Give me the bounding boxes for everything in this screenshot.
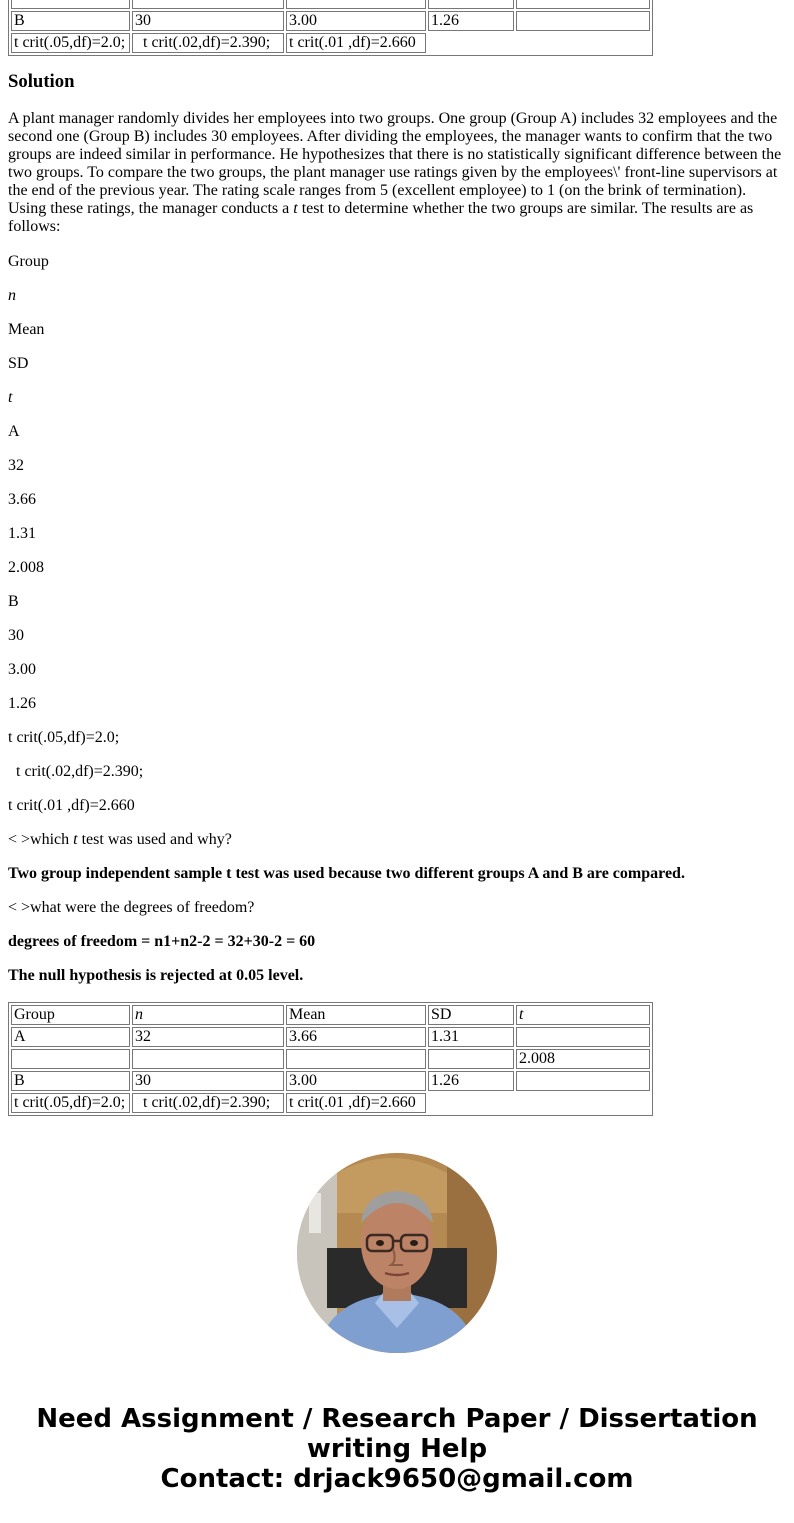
table-row — [11, 1027, 650, 1047]
list-line-mean: Mean — [8, 321, 45, 338]
question-1-text: < >which — [8, 831, 74, 848]
list-line-a-mean: 3.66 — [8, 491, 36, 508]
table-row — [11, 11, 650, 31]
table-cell: 3.00 — [286, 1071, 426, 1091]
table-cell: A — [11, 1027, 130, 1047]
solution-heading: Solution — [8, 71, 75, 92]
intro-text-end: test to determine whether the two groups are similar. The results are as follows: — [8, 200, 754, 235]
table-cell — [516, 1071, 650, 1091]
table-cell — [516, 11, 650, 31]
question-1-t-symbol: t — [73, 831, 78, 848]
table-header-cell: t — [516, 1005, 650, 1025]
table-header-cell: SD — [428, 1005, 514, 1025]
list-line-n: n — [8, 287, 16, 304]
table-cell — [428, 0, 514, 9]
list-line-b: B — [8, 593, 19, 610]
intro-paragraph — [8, 110, 786, 236]
table-row — [11, 0, 650, 9]
table-row — [11, 1049, 650, 1069]
question-1-text-end: test was used and why? — [77, 831, 232, 848]
table-cell: t crit(.05,df)=2.0; — [11, 33, 130, 53]
table-cell: 30 — [132, 1071, 284, 1091]
answer-3: The null hypothesis is rejected at 0.05 level. — [8, 967, 304, 984]
table-cell — [286, 1049, 426, 1069]
question-2: < >what were the degrees of freedom? — [8, 899, 255, 916]
table-row-crit — [11, 33, 650, 53]
list-line-b-n: 30 — [8, 627, 24, 644]
answer-1: Two group independent sample t test was used because two different groups A and B are compared. — [8, 865, 685, 882]
list-line-a: A — [8, 423, 20, 440]
table-cell — [286, 0, 426, 9]
contact-banner-line-3: Contact: drjack9650@gmail.com — [160, 1464, 634, 1494]
contact-banner-line-2: writing Help — [306, 1434, 488, 1464]
table-header-cell: Mean — [286, 1005, 426, 1025]
table-cell — [516, 0, 650, 9]
list-line-b-sd: 1.26 — [8, 695, 36, 712]
list-line-crit-02: t crit(.02,df)=2.390; — [8, 763, 144, 780]
table-cell: 30 — [132, 11, 284, 31]
table-cell — [428, 1049, 514, 1069]
list-line-a-n: 32 — [8, 457, 24, 474]
answer-2: degrees of freedom = n1+n2-2 = 32+30-2 = 60 — [8, 933, 316, 950]
intro-text: A plant manager randomly divides her employees into two groups. One group (Group A) includes 32 employees and the second one (Group B) includes 30 employees. After dividing the employees, the manager wants to confirm that the two groups are indeed similar in performance. He hypothesizes that there is no statistically significant difference between the two groups. To compare the two groups, the plant manager use ratings given by the employees\' front-line supervisors at the end of the previous year. The rating scale ranges from 5 (excellent employee) to 1 (on the brink of termination). Using these ratings, the manager conducts a — [8, 110, 782, 217]
table-cell: B — [11, 11, 130, 31]
table-row — [11, 1071, 650, 1091]
question-1 — [8, 831, 232, 849]
list-line-t: t — [8, 389, 13, 406]
list-line-crit-01: t crit(.01 ,df)=2.660 — [8, 797, 135, 814]
table-cell: t crit(.02,df)=2.390; — [132, 1093, 284, 1113]
table-cell: 1.26 — [428, 11, 514, 31]
table-cell: 2.008 — [516, 1049, 650, 1069]
table-cell: 3.66 — [286, 1027, 426, 1047]
table-cell: 1.26 — [428, 1071, 514, 1091]
table-cell: 3.00 — [286, 11, 426, 31]
table-cell — [132, 0, 284, 9]
table-cell: 32 — [132, 1027, 284, 1047]
contact-banner — [0, 1404, 794, 1494]
table-cell — [11, 1049, 130, 1069]
table-header-cell: Group — [11, 1005, 130, 1025]
list-line-a-sd: 1.31 — [8, 525, 36, 542]
table-cell — [11, 0, 130, 9]
table-cell: t crit(.02,df)=2.390; — [132, 33, 284, 53]
table-cell — [132, 1049, 284, 1069]
table-cell: B — [11, 1071, 130, 1091]
table-header-cell: n — [132, 1005, 284, 1025]
results-table-top — [8, 0, 653, 56]
list-line-group: Group — [8, 253, 49, 270]
list-line-crit-05: t crit(.05,df)=2.0; — [8, 729, 120, 746]
table-cell — [516, 1027, 650, 1047]
table-cell: t crit(.05,df)=2.0; — [11, 1093, 130, 1113]
contact-banner-line-1: Need Assignment / Research Paper / Dissertation — [36, 1404, 758, 1434]
list-line-t-value: 2.008 — [8, 559, 44, 576]
table-cell: t crit(.01 ,df)=2.660 — [286, 33, 426, 53]
list-line-sd: SD — [8, 355, 29, 372]
list-line-b-mean: 3.00 — [8, 661, 36, 678]
table-row-crit — [11, 1093, 650, 1113]
table-cell: 1.31 — [428, 1027, 514, 1047]
table-header-row — [11, 1005, 650, 1025]
results-table — [8, 1002, 653, 1116]
table-cell: t crit(.01 ,df)=2.660 — [286, 1093, 426, 1113]
intro-t-symbol: t — [293, 200, 298, 217]
author-photo — [297, 1153, 497, 1353]
